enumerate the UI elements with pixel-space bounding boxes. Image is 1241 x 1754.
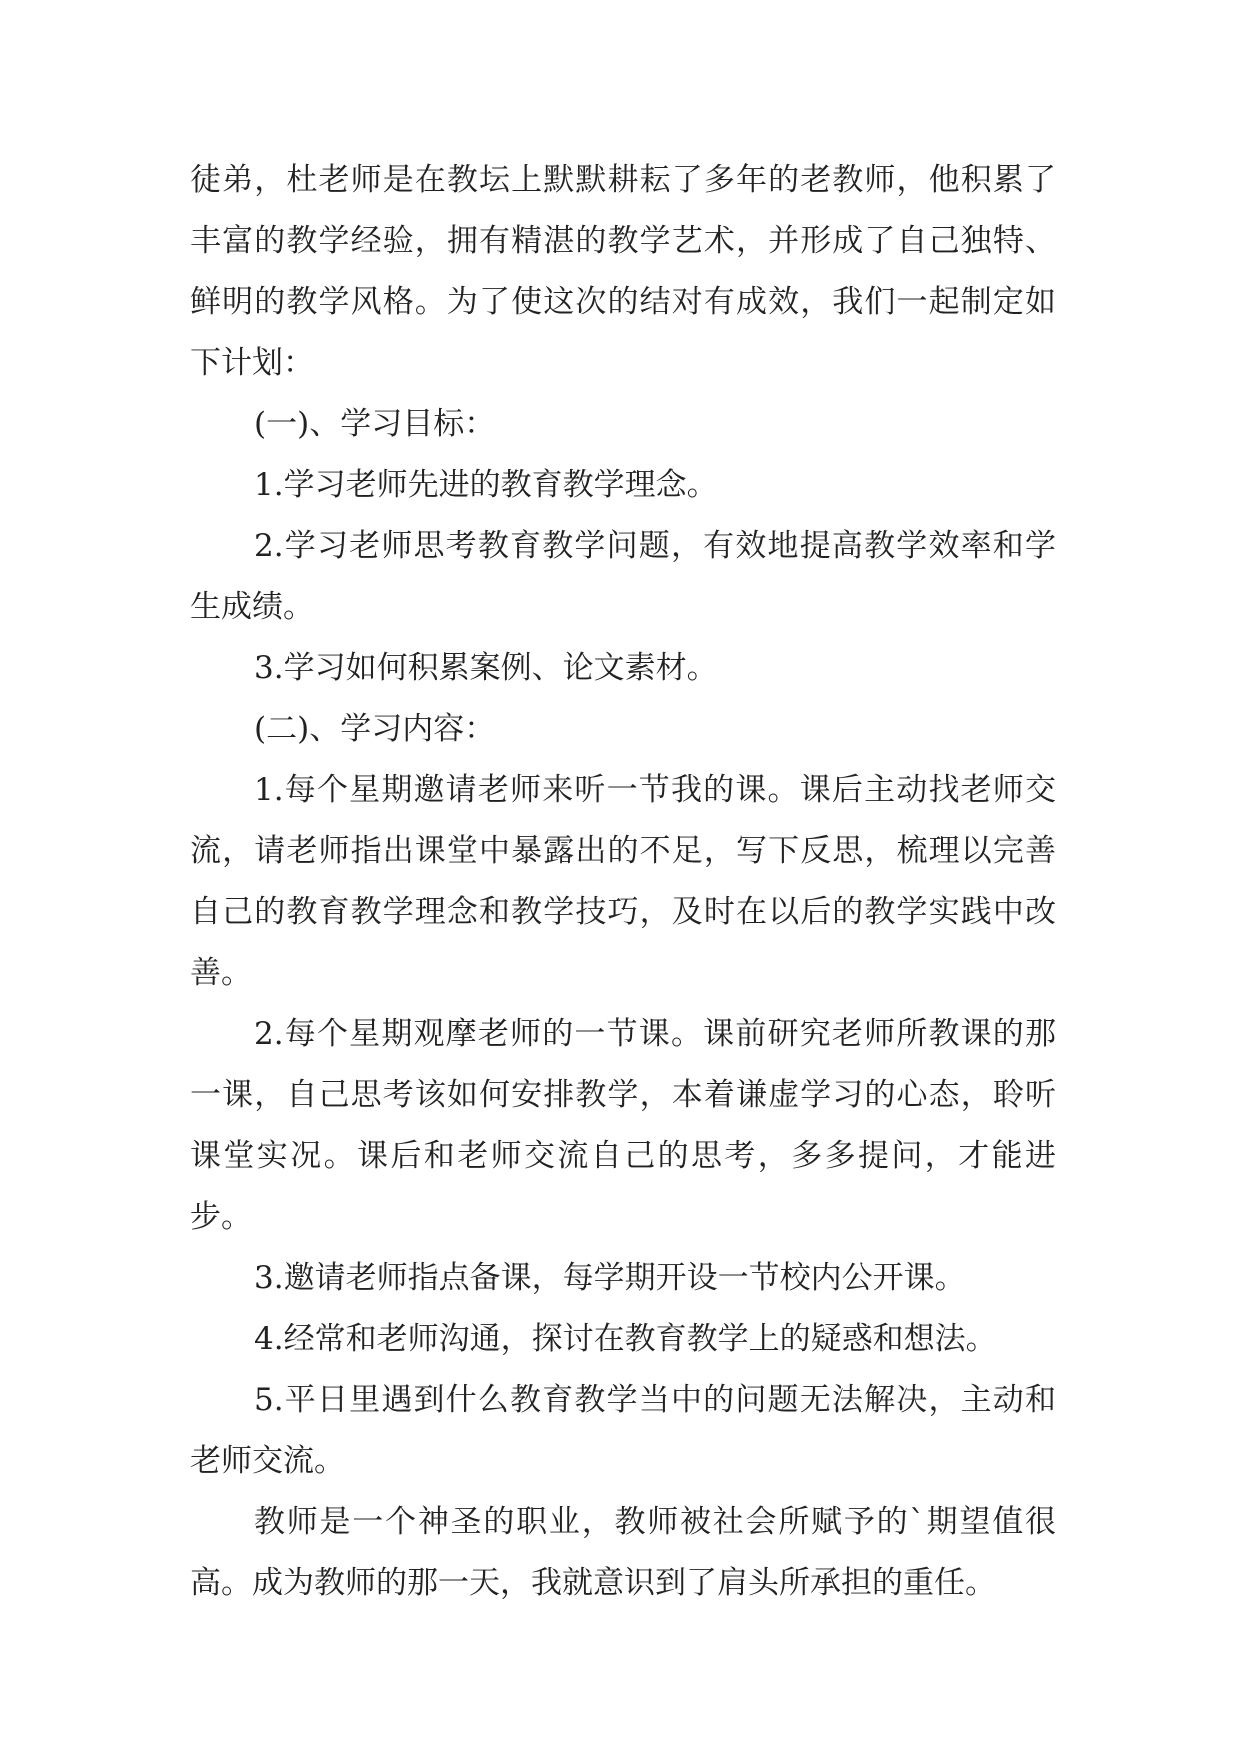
content-item-1: 1.每个星期邀请老师来听一节我的课。课后主动找老师交流，请老师指出课堂中暴露出的不足，写下反思，梳理以完善自己的教育教学理念和教学技巧，及时在以后的教学实践中改善。: [190, 772, 1056, 991]
goal-item-2: 2.学习老师思考教育教学问题，有效地提高教学效率和学生成绩。: [190, 528, 1056, 625]
goal-item-3: 3.学习如何积累案例、论文素材。: [254, 650, 718, 686]
content-item-2: 2.每个星期观摩老师的一节课。课前研究老师所教课的那一课，自己思考该如何安排教学，本着谦虚学习的心态，聆听课堂实况。课后和老师交流自己的思考，多多提问，才能进步。: [190, 1016, 1056, 1235]
heading-learning-content: (二)、学习内容：: [254, 711, 496, 747]
document-body: [190, 150, 1056, 1614]
content-item-4: 4.经常和老师沟通，探讨在教育教学上的疑惑和想法。: [254, 1321, 997, 1357]
content-item-5: 5.平日里遇到什么教育教学当中的问题无法解决，主动和老师交流。: [190, 1382, 1056, 1479]
goal-item-1: 1.学习老师先进的教育教学理念。: [254, 467, 718, 503]
paragraph-intro: 徒弟，杜老师是在教坛上默默耕耘了多年的老教师，他积累了丰富的教学经验，拥有精湛的教学艺术，并形成了自己独特、鲜明的教学风格。为了使这次的结对有成效，我们一起制定如下计划：: [190, 162, 1056, 381]
content-item-3: 3.邀请老师指点备课，每学期开设一节校内公开课。: [254, 1260, 966, 1296]
paragraph-closing: 教师是一个神圣的职业，教师被社会所赋予的`期望值很高。成为教师的那一天，我就意识到了肩头所承担的重任。: [190, 1504, 1056, 1601]
heading-learning-goals: (一)、学习目标：: [254, 406, 496, 442]
